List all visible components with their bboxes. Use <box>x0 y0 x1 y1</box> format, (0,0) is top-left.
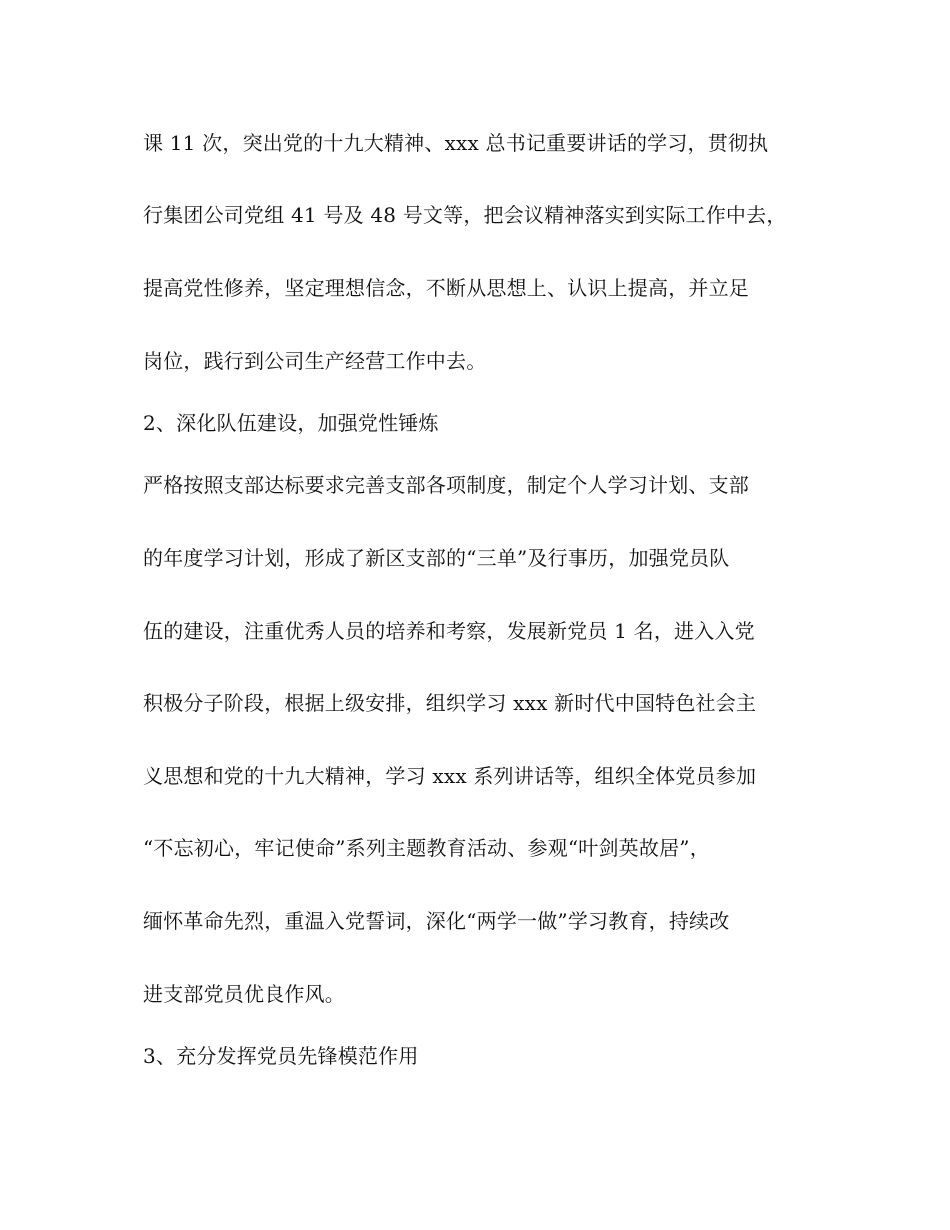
body-text-line: 义思想和党的十九大精神，学习 xxx 系列讲话等，组织全体党员参加 <box>143 764 757 788</box>
body-text-line: 的年度学习计划，形成了新区支部的“三单”及行事历，加强党员队 <box>143 546 730 570</box>
body-text-line: 严格按照支部达标要求完善支部各项制度，制定个人学习计划、支部 <box>143 473 749 497</box>
body-text-line: 岗位，践行到公司生产经营工作中去。 <box>143 349 487 373</box>
body-text-line: 积极分子阶段，根据上级安排，组织学习 xxx 新时代中国特色社会主 <box>143 691 757 715</box>
body-text-line: 行集团公司党组 41 号及 48 号文等，把会议精神落实到实际工作中去， <box>143 203 787 227</box>
body-text-line: “不忘初心，牢记使命”系列主题教育活动、参观“叶剑英故居”， <box>143 836 710 860</box>
section-heading: 3、充分发挥党员先锋模范作用 <box>143 1044 419 1068</box>
body-text-line: 缅怀革命先烈，重温入党誓词，深化“两学一做”学习教育，持续改 <box>143 909 730 933</box>
body-text-line: 课 11 次，突出党的十九大精神、xxx 总书记重要讲话的学习，贯彻执 <box>143 131 769 155</box>
body-text-line: 进支部党员优良作风。 <box>143 982 345 1006</box>
body-text-line: 提高党性修养，坚定理想信念，不断从思想上、认识上提高，并立足 <box>143 276 749 300</box>
body-text-line: 伍的建设，注重优秀人员的培养和考察，发展新党员 1 名，进入入党 <box>143 619 755 643</box>
section-heading: 2、深化队伍建设，加强党性锤炼 <box>143 411 439 435</box>
